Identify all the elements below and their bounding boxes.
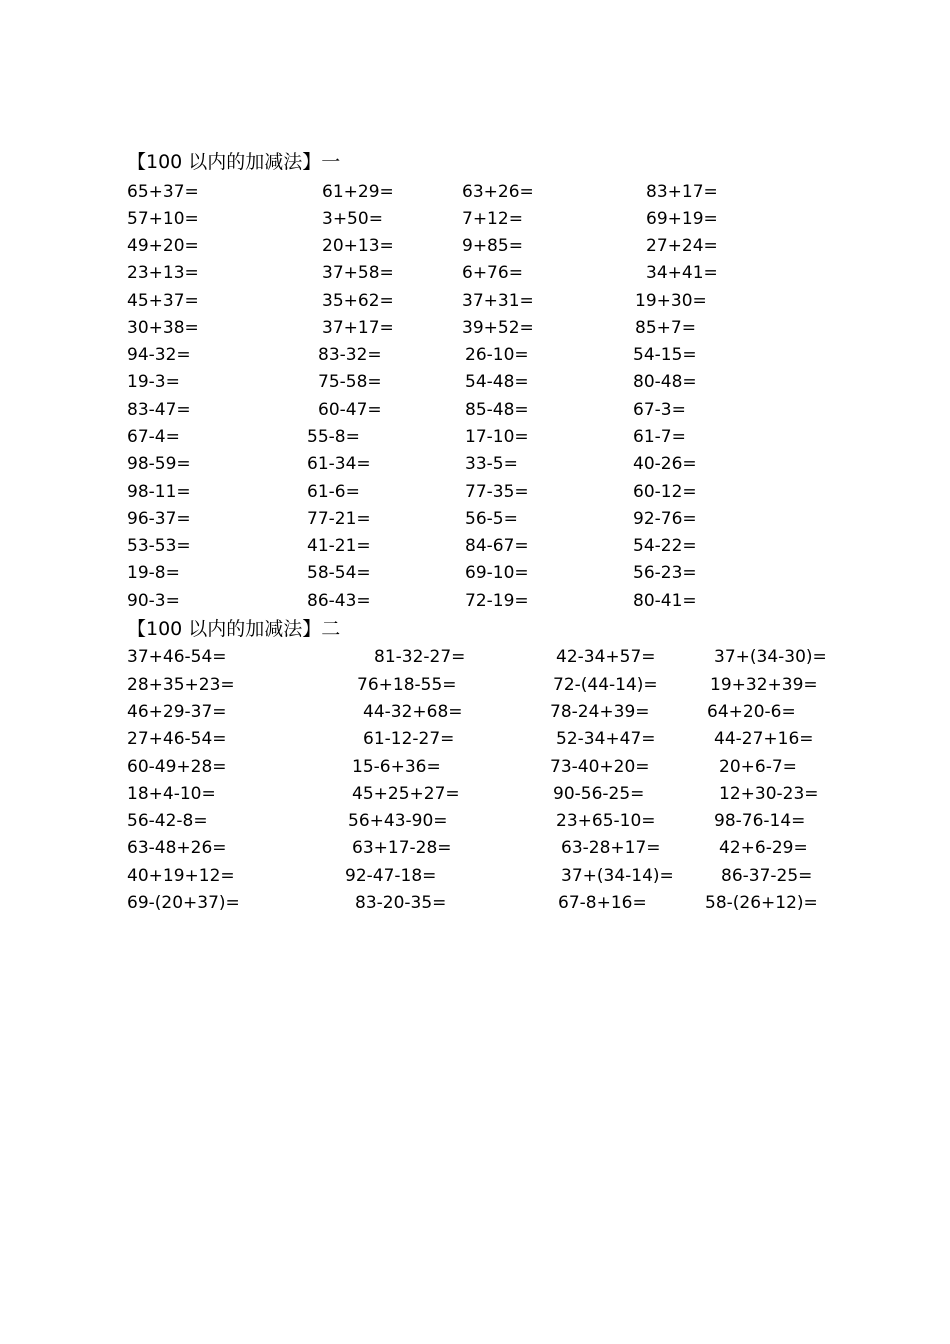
- problem-row: [0, 234, 950, 261]
- problem-row: [0, 673, 950, 700]
- problem: 19-3=: [127, 372, 180, 392]
- problem: 40+19+12=: [127, 866, 235, 886]
- problem: 64+20-6=: [707, 702, 796, 722]
- problem: 67-8+16=: [558, 893, 647, 913]
- problem: 7+12=: [462, 209, 523, 229]
- problem: 17-10=: [465, 427, 529, 447]
- problem-row: [0, 534, 950, 561]
- problem: 15-6+36=: [352, 757, 441, 777]
- problem-row: [0, 261, 950, 288]
- problem: 35+62=: [322, 291, 394, 311]
- problem-row: [0, 480, 950, 507]
- problem: 72-(44-14)=: [553, 675, 658, 695]
- problem-row: [0, 316, 950, 343]
- problem: 69+19=: [646, 209, 718, 229]
- problem-row: [0, 589, 950, 616]
- problem: 37+46-54=: [127, 647, 227, 667]
- problem: 60-12=: [633, 482, 697, 502]
- problem: 86-37-25=: [721, 866, 813, 886]
- problem: 98-11=: [127, 482, 191, 502]
- section-2-title: 【100 以内的加减法】二: [127, 618, 341, 640]
- problem: 54-48=: [465, 372, 529, 392]
- problem: 96-37=: [127, 509, 191, 529]
- problem: 42-34+57=: [556, 647, 656, 667]
- problem: 37+(34-14)=: [561, 866, 674, 886]
- problem: 63-28+17=: [561, 838, 661, 858]
- problem: 56-42-8=: [127, 811, 208, 831]
- problem: 3+50=: [322, 209, 383, 229]
- problem: 18+4-10=: [127, 784, 216, 804]
- problem-row: [0, 645, 950, 672]
- problem-row: [0, 782, 950, 809]
- problem: 44-27+16=: [714, 729, 814, 749]
- problem: 56+43-90=: [348, 811, 448, 831]
- problem: 60-47=: [318, 400, 382, 420]
- problem: 77-35=: [465, 482, 529, 502]
- problem: 20+13=: [322, 236, 394, 256]
- problem-row: [0, 700, 950, 727]
- problem: 92-76=: [633, 509, 697, 529]
- problem-row: [0, 425, 950, 452]
- problem: 34+41=: [646, 263, 718, 283]
- problem: 58-(26+12)=: [705, 893, 818, 913]
- problem: 52-34+47=: [556, 729, 656, 749]
- problem-row: [0, 561, 950, 588]
- problem: 61-34=: [307, 454, 371, 474]
- problem-row: [0, 507, 950, 534]
- problem: 72-19=: [465, 591, 529, 611]
- problem: 83-32=: [318, 345, 382, 365]
- problem: 78-24+39=: [550, 702, 650, 722]
- problem-row: [0, 452, 950, 479]
- section-1-title: 【100 以内的加减法】一: [127, 151, 341, 173]
- problem: 80-41=: [633, 591, 697, 611]
- problem: 39+52=: [462, 318, 534, 338]
- problem: 69-(20+37)=: [127, 893, 240, 913]
- problem: 40-26=: [633, 454, 697, 474]
- problem-row: [0, 891, 950, 918]
- problem: 27+24=: [646, 236, 718, 256]
- problem: 42+6-29=: [719, 838, 808, 858]
- problem: 41-21=: [307, 536, 371, 556]
- problem: 27+46-54=: [127, 729, 227, 749]
- problem: 90-56-25=: [553, 784, 645, 804]
- problem: 81-32-27=: [374, 647, 466, 667]
- problem: 37+58=: [322, 263, 394, 283]
- problem: 77-21=: [307, 509, 371, 529]
- problem: 83+17=: [646, 182, 718, 202]
- problem: 57+10=: [127, 209, 199, 229]
- problem: 55-8=: [307, 427, 360, 447]
- problem: 54-22=: [633, 536, 697, 556]
- problem: 90-3=: [127, 591, 180, 611]
- problem: 67-4=: [127, 427, 180, 447]
- problem: 56-23=: [633, 563, 697, 583]
- problem: 19+32+39=: [710, 675, 818, 695]
- problem: 44-32+68=: [363, 702, 463, 722]
- problem-row: [0, 207, 950, 234]
- problem-row: [0, 370, 950, 397]
- problem: 37+17=: [322, 318, 394, 338]
- problem: 98-76-14=: [714, 811, 806, 831]
- problem: 37+31=: [462, 291, 534, 311]
- problem-row: [0, 836, 950, 863]
- problem: 83-20-35=: [355, 893, 447, 913]
- problem: 30+38=: [127, 318, 199, 338]
- problem: 54-15=: [633, 345, 697, 365]
- problem-row: [0, 343, 950, 370]
- problem: 63-48+26=: [127, 838, 227, 858]
- problem: 92-47-18=: [345, 866, 437, 886]
- problem-row: [0, 809, 950, 836]
- problem: 85-48=: [465, 400, 529, 420]
- problem: 73-40+20=: [550, 757, 650, 777]
- problem: 45+25+27=: [352, 784, 460, 804]
- problem: 98-59=: [127, 454, 191, 474]
- problem: 86-43=: [307, 591, 371, 611]
- problem-row: [0, 180, 950, 207]
- problem: 23+65-10=: [556, 811, 656, 831]
- problem: 12+30-23=: [719, 784, 819, 804]
- problem: 84-67=: [465, 536, 529, 556]
- problem: 94-32=: [127, 345, 191, 365]
- problem: 45+37=: [127, 291, 199, 311]
- problem: 61-7=: [633, 427, 686, 447]
- problem: 80-48=: [633, 372, 697, 392]
- problem-row: [0, 755, 950, 782]
- problem-row: [0, 398, 950, 425]
- problem: 76+18-55=: [357, 675, 457, 695]
- problem: 63+26=: [462, 182, 534, 202]
- problem-row: [0, 289, 950, 316]
- problem: 46+29-37=: [127, 702, 227, 722]
- problem: 83-47=: [127, 400, 191, 420]
- problem-row: [0, 727, 950, 754]
- problem: 60-49+28=: [127, 757, 227, 777]
- problem: 63+17-28=: [352, 838, 452, 858]
- problem: 20+6-7=: [719, 757, 797, 777]
- problem: 6+76=: [462, 263, 523, 283]
- problem: 61-12-27=: [363, 729, 455, 749]
- problem: 19-8=: [127, 563, 180, 583]
- problem: 61+29=: [322, 182, 394, 202]
- problem: 26-10=: [465, 345, 529, 365]
- problem: 28+35+23=: [127, 675, 235, 695]
- problem: 56-5=: [465, 509, 518, 529]
- problem: 33-5=: [465, 454, 518, 474]
- problem: 67-3=: [633, 400, 686, 420]
- problem: 69-10=: [465, 563, 529, 583]
- problem: 9+85=: [462, 236, 523, 256]
- problem: 19+30=: [635, 291, 707, 311]
- problem: 37+(34-30)=: [714, 647, 827, 667]
- problem-row: [0, 864, 950, 891]
- problem: 23+13=: [127, 263, 199, 283]
- problem: 75-58=: [318, 372, 382, 392]
- problem: 85+7=: [635, 318, 696, 338]
- problem: 53-53=: [127, 536, 191, 556]
- problem: 65+37=: [127, 182, 199, 202]
- problem: 61-6=: [307, 482, 360, 502]
- problem: 49+20=: [127, 236, 199, 256]
- problem: 58-54=: [307, 563, 371, 583]
